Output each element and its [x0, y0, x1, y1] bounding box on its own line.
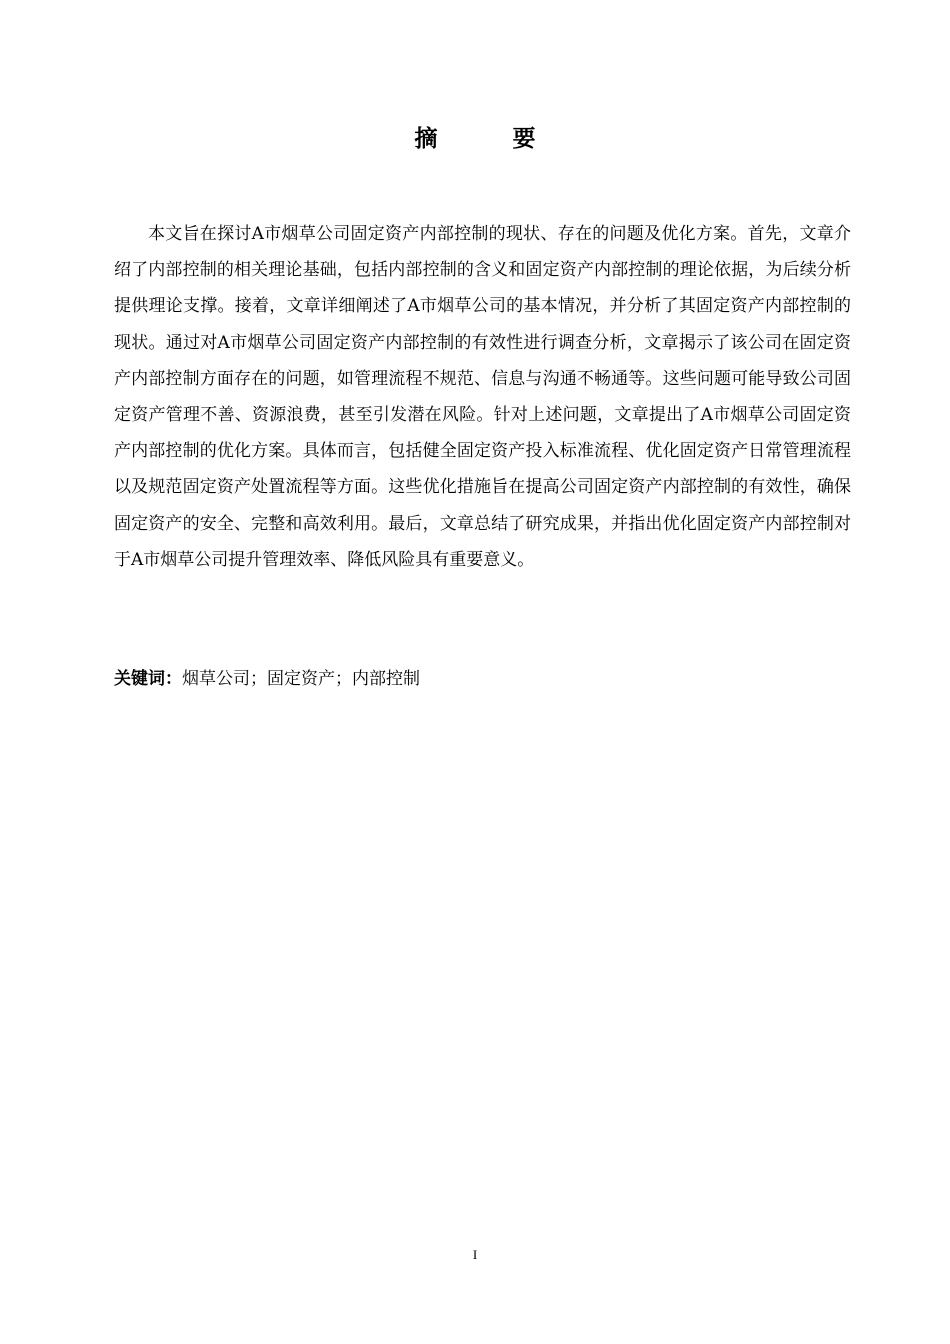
page-number: I — [472, 1247, 478, 1262]
abstract-title: 摘 要 — [414, 126, 562, 152]
keywords-label: 关键词： — [114, 669, 182, 689]
keywords-text: 烟草公司；固定资产；内部控制 — [182, 669, 420, 689]
abstract-body: 本文旨在探讨A市烟草公司固定资产内部控制的现状、存在的问题及优化方案。首先，文章介绍了内部控制的相关理论基础，包括内部控制的含义和固定资产内部控制的理论依据，为后续分析提供理论支撑。接着，文章详细阐述了A市烟草公司的基本情况，并分析了其固定资产内部控制的现状。通过对A市烟草公司固定资产内部控制的有效性进行调查分析，文章揭示了该公司在固定资产内部控制方面存在的问题，如管理流程不规范、信息与沟通不畅通等。这些问题可能导致公司固定资产管理不善、资源浪费，甚至引发潜在风险。针对上述问题，文章提出了A市烟草公司固定资产内部控制的优化方案。具体而言，包括健全固定资产投入标准流程、优化固定资产日常管理流程以及规范固定资产处置流程等方面。这些优化措施旨在提高公司固定资产内部控制的有效性，确保固定资产的安全、完整和高效利用。最后，文章总结了研究成果，并指出优化固定资产内部控制对于A市烟草公司提升管理效率、降低风险具有重要意义。 — [114, 224, 851, 570]
keywords-line — [114, 664, 851, 694]
